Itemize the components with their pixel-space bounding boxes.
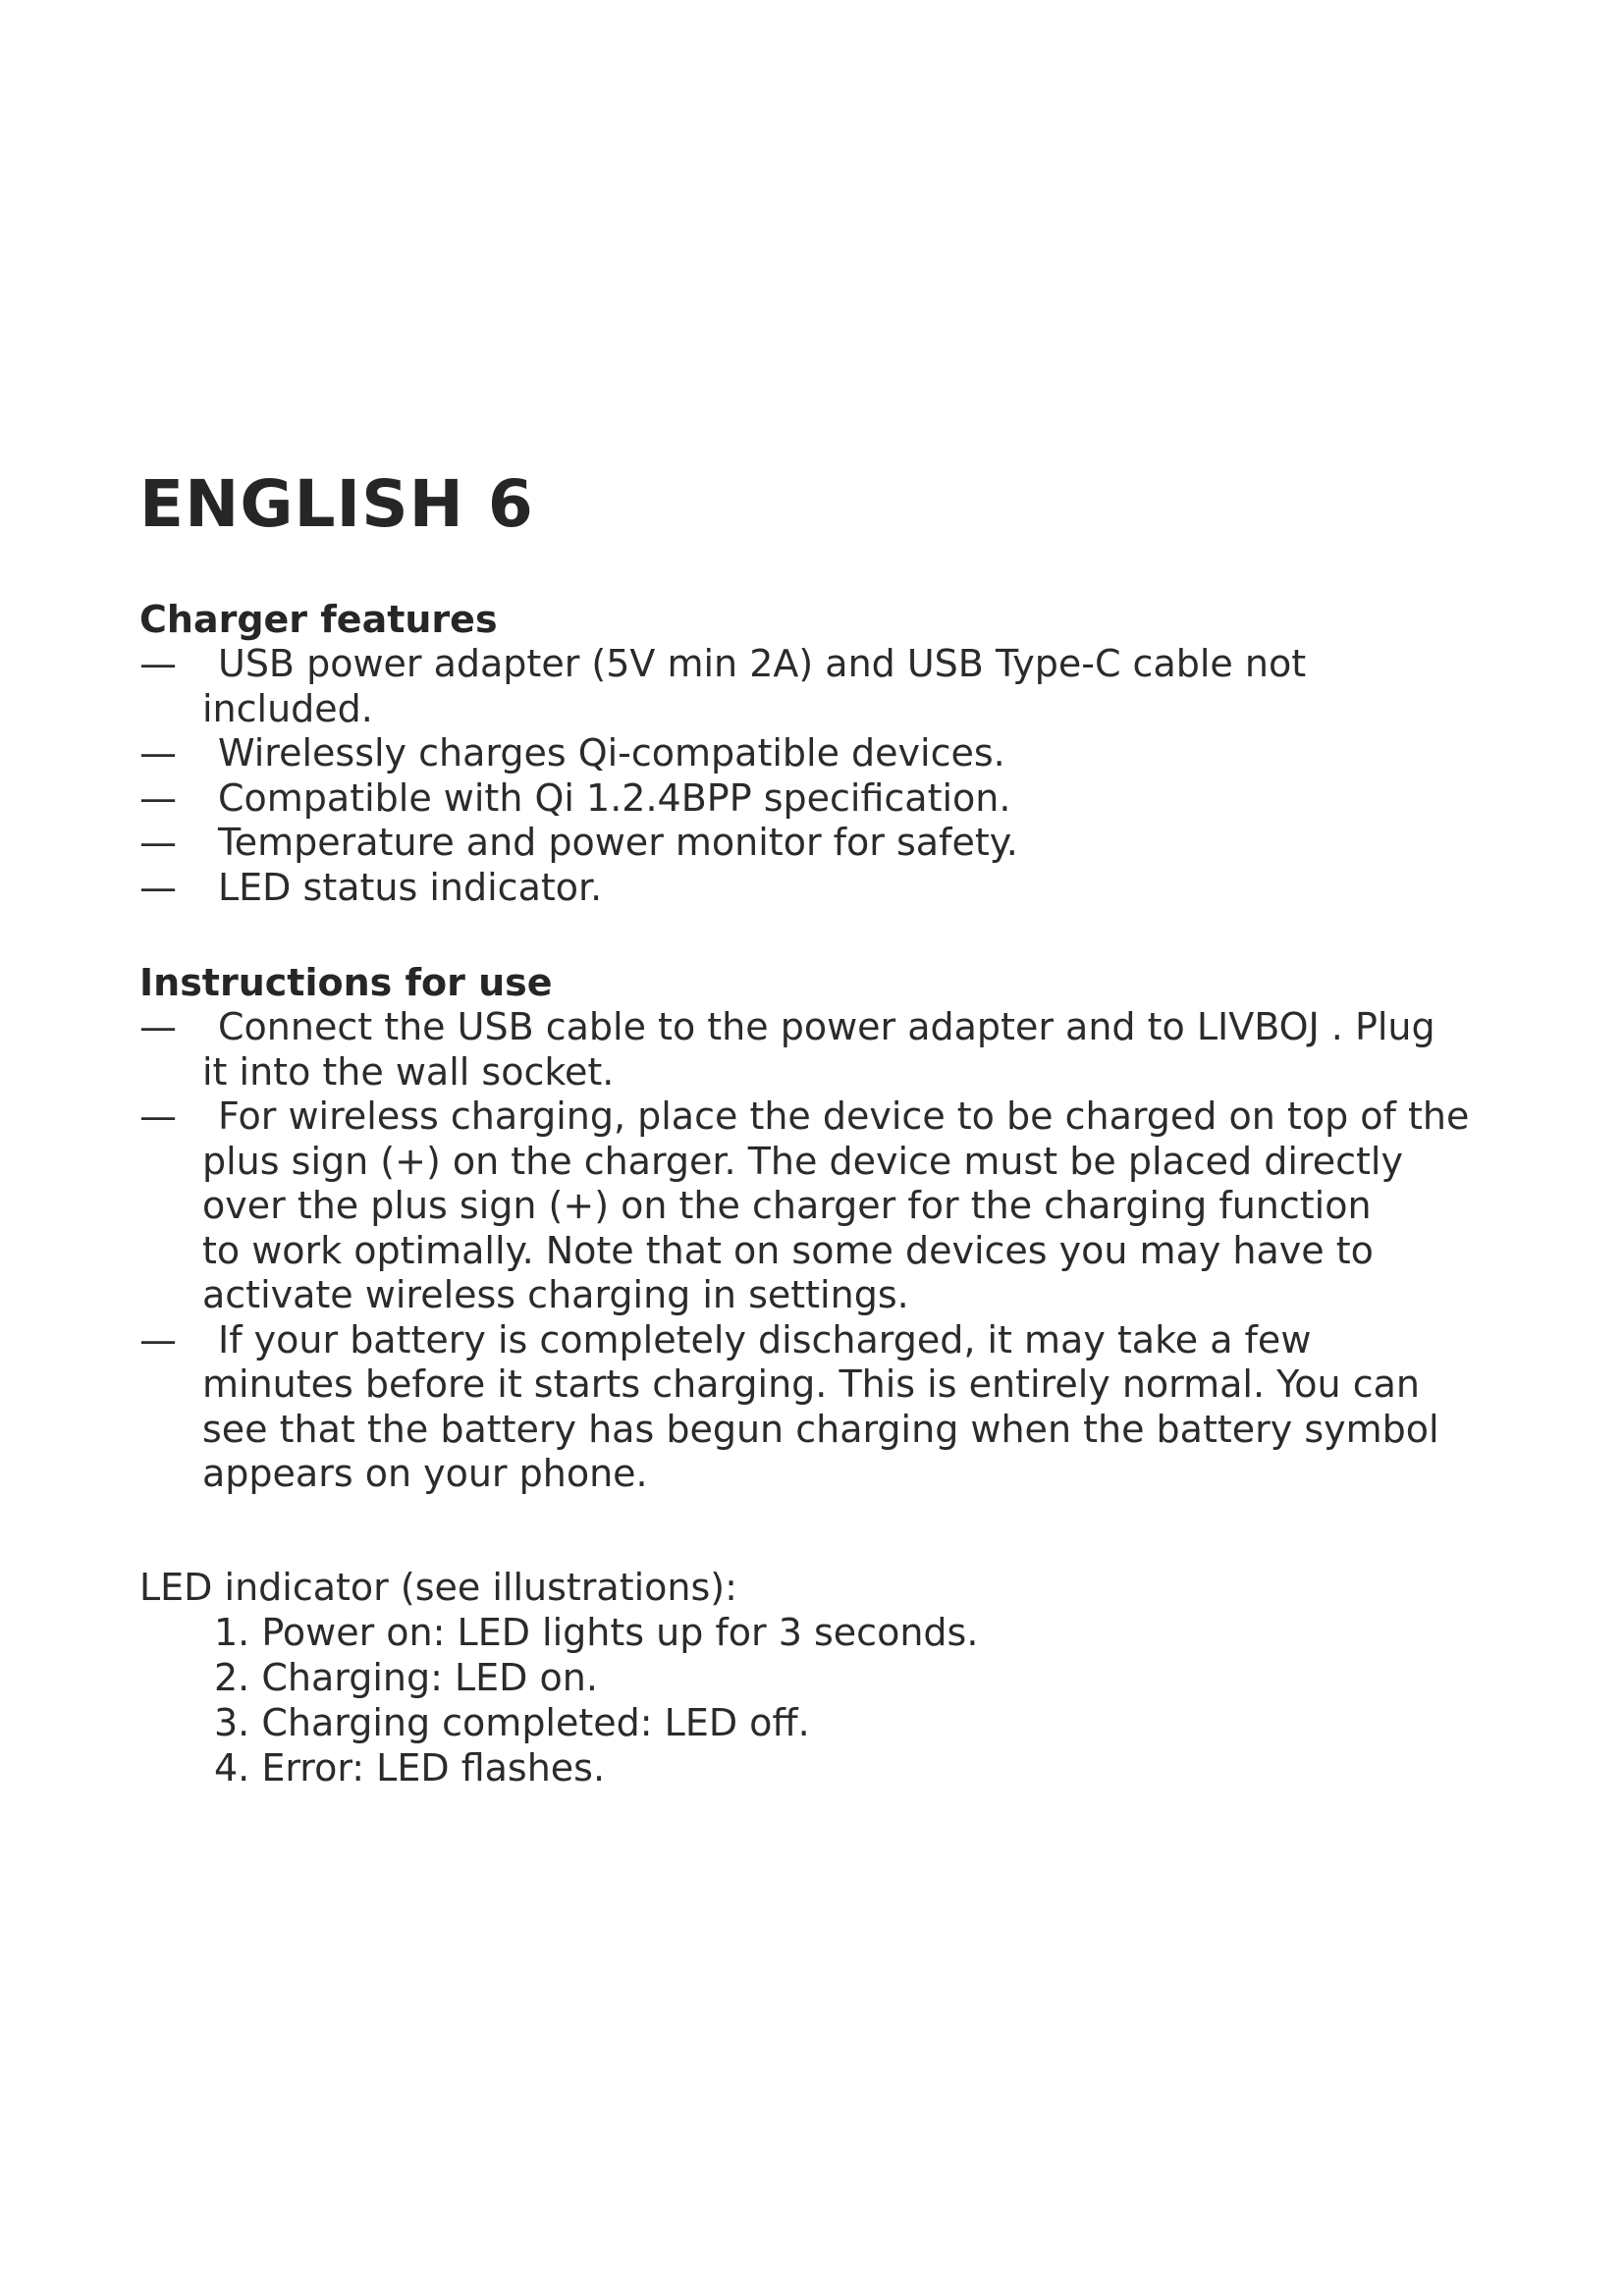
- list-item-text: Temperature and power monitor for safety.: [218, 821, 1018, 864]
- list-item-text: Compatible with Qi 1.2.4BPP specification.: [218, 775, 1011, 820]
- list-item: [139, 1095, 1469, 1318]
- list-item: 1. Power on: LED lights up for 3 seconds.: [214, 1611, 979, 1654]
- instructions-section: [139, 960, 1469, 1497]
- list-item-text: Connect the USB cable to the power adapter and to LIVBOJ . Plug it into the wall socket.: [202, 1005, 1435, 1094]
- list-item-text: Wirelessly charges Qi-compatible devices.: [218, 731, 1005, 774]
- charger-features-heading: Charger features: [139, 598, 498, 641]
- dash-bullet: —: [139, 821, 177, 864]
- list-item: [139, 642, 1306, 731]
- led-indicator-section: [139, 1565, 978, 1790]
- dash-bullet: —: [139, 731, 177, 774]
- list-item: [139, 821, 1306, 866]
- list-item: 2. Charging: LED on.: [214, 1656, 598, 1699]
- list-item: 4. Error: LED flashes.: [214, 1746, 606, 1789]
- instructions-list: [139, 1005, 1469, 1497]
- led-indicator-intro: LED indicator (see illustrations):: [139, 1566, 737, 1609]
- charger-features-list: [139, 642, 1306, 910]
- list-item: [139, 1318, 1469, 1497]
- list-item: [139, 1005, 1469, 1095]
- dash-bullet: —: [139, 865, 177, 909]
- list-item: [139, 866, 1306, 911]
- dash-bullet: —: [139, 642, 177, 685]
- list-item-text: For wireless charging, place the device to be charged on top of the plus sign (+) on the charger. The device must be placed directly over the plus sign (+) on the charger for the charging function to work optimally. Note that on some devices you may have to activate wireless charging in settings.: [202, 1095, 1470, 1316]
- instructions-heading: Instructions for use: [139, 961, 553, 1004]
- list-item: 3. Charging completed: LED off.: [214, 1701, 810, 1744]
- dash-bullet: —: [139, 1095, 177, 1138]
- list-item: [139, 731, 1306, 776]
- dash-bullet: —: [139, 1005, 177, 1048]
- dash-bullet: —: [139, 775, 177, 820]
- page-title: ENGLISH 6: [139, 466, 534, 542]
- list-item-text: LED status indicator.: [218, 865, 603, 909]
- led-indicator-list: [139, 1610, 978, 1790]
- list-item: [139, 776, 1306, 822]
- charger-features-section: [139, 597, 1306, 910]
- list-item-text: USB power adapter (5V min 2A) and USB Type-C cable not included.: [202, 642, 1307, 730]
- dash-bullet: —: [139, 1317, 177, 1362]
- list-item-text: If your battery is completely discharged, it may take a few minutes before it starts charging. This is entirely normal. You can see that the battery has begun charging when the battery symbol appears on your phone.: [202, 1317, 1439, 1495]
